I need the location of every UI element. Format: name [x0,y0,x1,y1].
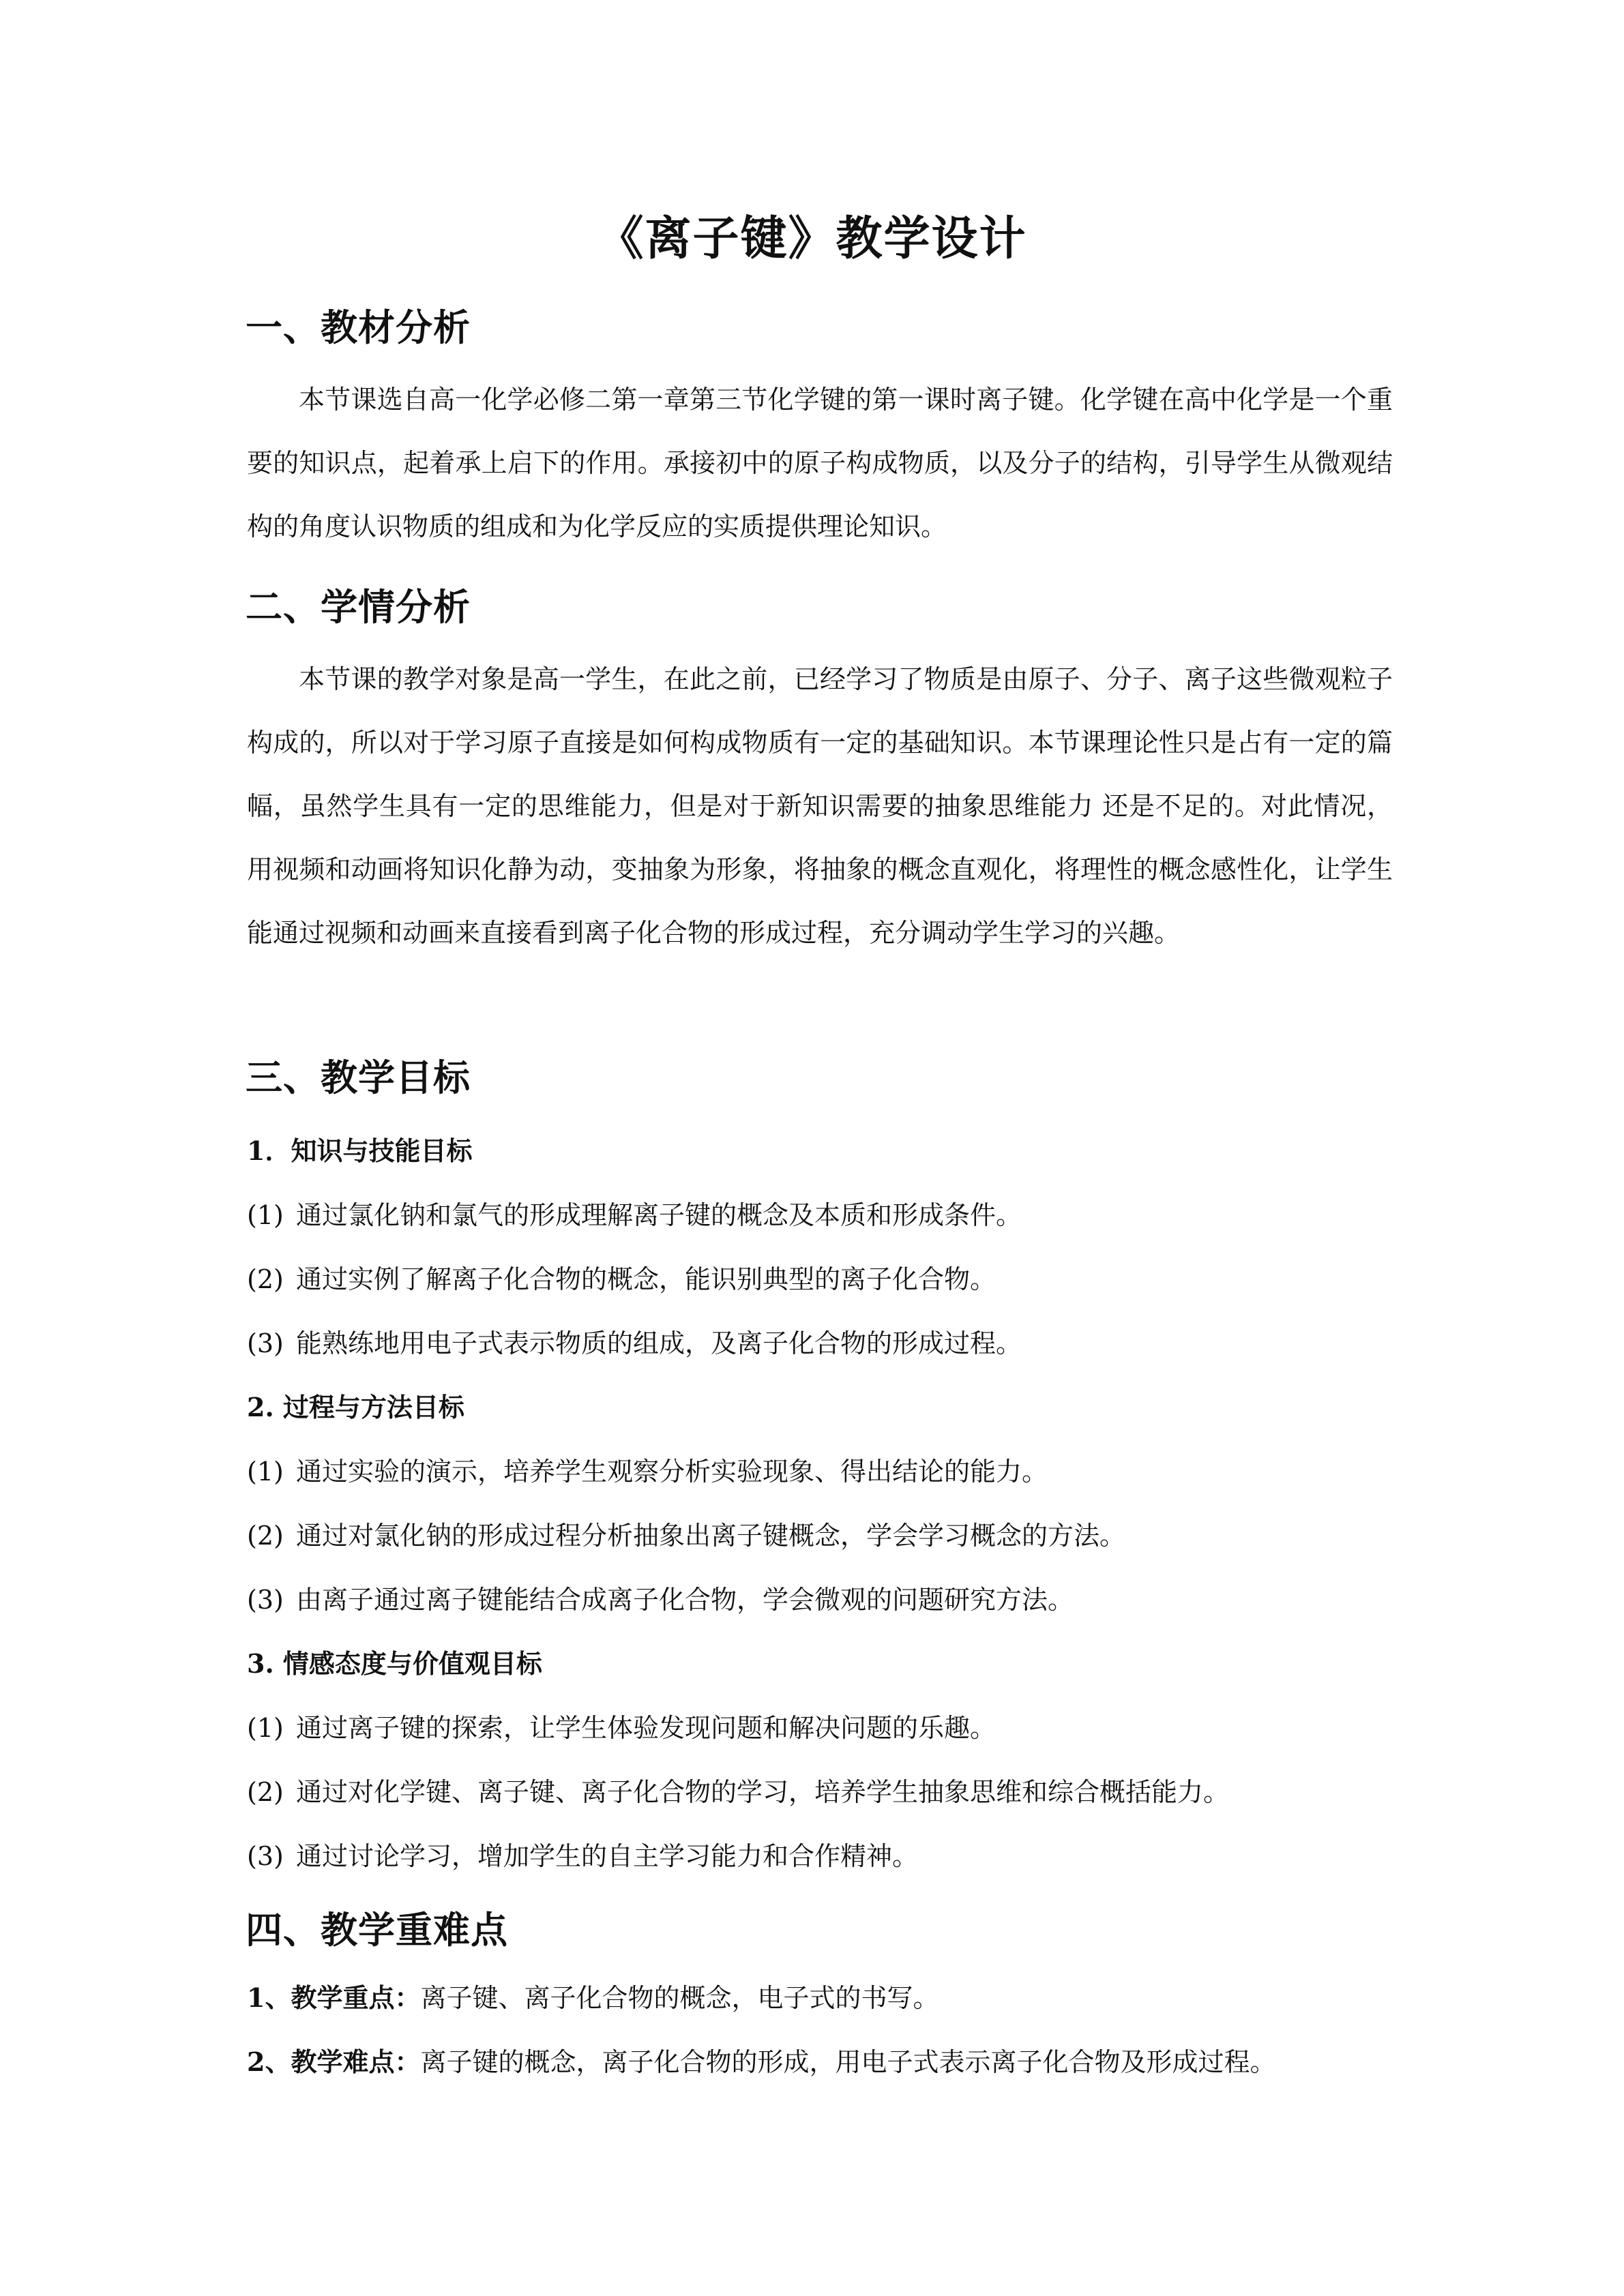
section-body-student-analysis: 本节课的教学对象是高一学生，在此之前，已经学习了物质是由原子、分子、离子这些微观粒子构成的，所以对于学习原子直接是如何构成物质有一定的基础知识。本节课理论性只是占有一定的篇幅，虽然学生具有一定的思维能力，但是对于新知识需要的抽象思维能力 还是不足的。对此情况，用视频和动画将知识化静为动，变抽象为形象，将抽象的概念直观化，将理性的概念感性化，让学生能通过视频和动画来直接看到离子化合物的形成过程，充分调动学生学习的兴趣。 [247,664,1393,948]
goal-item: (1) 通过离子键的探索，让学生体验发现问题和解决问题的乐趣。 [247,1713,996,1743]
difficult-point: 2、教学难点：离子键的概念，离子化合物的形成，用电子式表示离子化合物及形成过程。 [247,2046,1276,2077]
section-body-textbook-analysis: 本节课选自高一化学必修二第一章第三节化学键的第一课时离子键。化学键在高中化学是一个重要的知识点，起着承上启下的作用。承接初中的原子构成物质，以及分子的结构，引导学生从微观结构的角度认识物质的组成和为化学反应的实质提供理论知识。 [247,385,1393,541]
goal-group-attitude: 3. 情感态度与价值观目标 [247,1648,542,1679]
section-heading-key-points: 四、教学重难点 [246,1908,508,1952]
goal-item: (2) 通过实例了解离子化合物的概念，能识别典型的离子化合物。 [247,1264,996,1294]
section-heading-teaching-goals: 三、教学目标 [246,1056,471,1099]
goal-item: (3) 能熟练地用电子式表示物质的组成，及离子化合物的形成过程。 [247,1328,1022,1358]
goal-item: (2) 通过对化学键、离子键、离子化合物的学习，培养学生抽象思维和综合概括能力。 [247,1777,1230,1807]
section-heading-student-analysis: 二、学情分析 [246,585,471,629]
key-point: 1、教学重点：离子键、离子化合物的概念，电子式的书写。 [247,1982,939,2013]
goal-item: (3) 通过讨论学习，增加学生的自主学习能力和合作精神。 [247,1841,919,1871]
goal-item: (3) 由离子通过离子键能结合成离子化合物，学会微观的问题研究方法。 [247,1585,1074,1615]
goal-item: (2) 通过对氯化钠的形成过程分析抽象出离子键概念，学会学习概念的方法。 [247,1521,1126,1551]
goal-group-knowledge: 1．知识与技能目标 [247,1135,473,1166]
section-heading-textbook-analysis: 一、教材分析 [246,305,471,349]
goal-group-process: 2. 过程与方法目标 [247,1392,464,1422]
goal-item: (1) 通过氯化钠和氯气的形成理解离子键的概念及本质和形成条件。 [247,1200,1022,1230]
document-title: 《离子键》教学设计 [597,211,1027,266]
goal-item: (1) 通过实验的演示，培养学生观察分析实验现象、得出结论的能力。 [247,1457,1048,1487]
